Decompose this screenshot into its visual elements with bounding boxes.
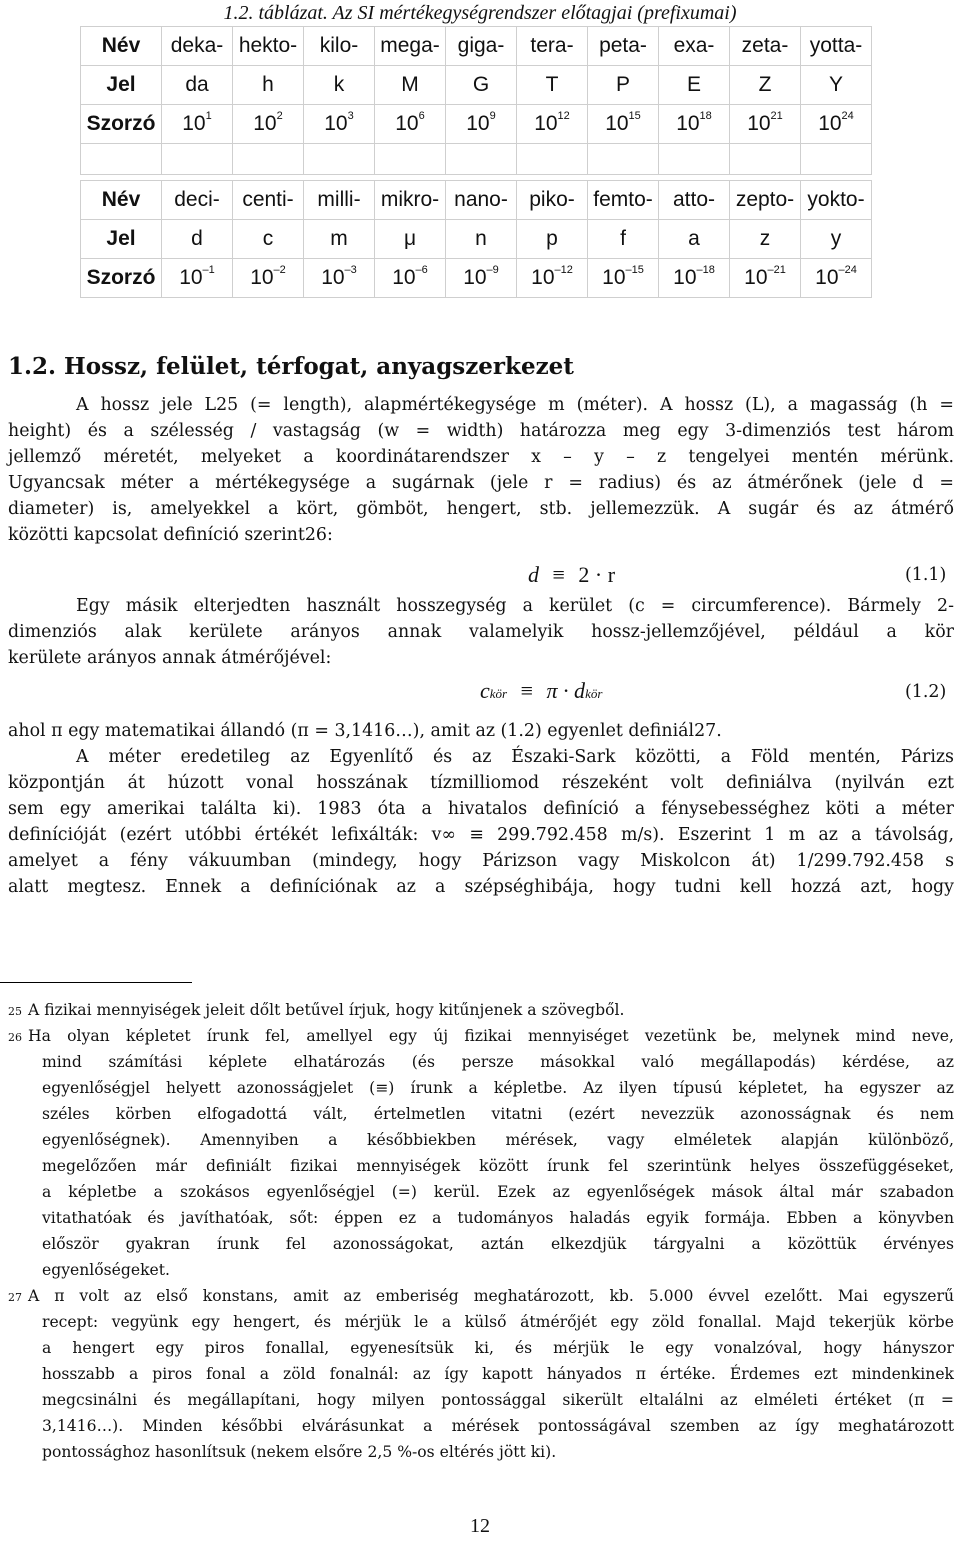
paragraph-pi xyxy=(8,718,954,744)
table-cell xyxy=(801,220,872,259)
exponent: 15 xyxy=(628,110,641,122)
cell-text: y xyxy=(830,227,842,250)
table-row xyxy=(81,181,872,220)
cell-text: 10 xyxy=(324,112,348,135)
exponent: –6 xyxy=(415,264,428,276)
row-header: Szorzó xyxy=(81,259,162,298)
cell-text: da xyxy=(185,73,209,96)
exponent: 1 xyxy=(205,110,212,122)
table-cell xyxy=(588,220,659,259)
text-line: Egy másik elterjedten használt hosszegység a kerület (c = circumference). Bármely 2- xyxy=(76,596,954,616)
eq2-lhs: c xyxy=(480,678,490,703)
text-line: központján át húzott vonal hosszának tízmilliomod részeként volt definiálva (nyilván ezt xyxy=(8,773,954,793)
footnote-line: pontossághoz hasonlítsuk (nekem elsőre 2,5 %-os eltérés jött ki). xyxy=(42,1443,557,1461)
cell-text: piko- xyxy=(529,188,575,211)
equation-1-1 xyxy=(528,562,615,588)
table-cell xyxy=(730,105,801,144)
text-line: Ugyancsak méter a mértékegysége a sugárnak (jele r = radius) és az átmérőnek (jele d = xyxy=(8,473,954,493)
cell-text: Z xyxy=(758,73,772,96)
footnote-line: hosszabb a piros fonal a zöld fonalnál: az így kapott hányados π értéke. Érdemes ezt mindenkinek xyxy=(42,1365,954,1383)
table-cell xyxy=(162,220,233,259)
footnote-line xyxy=(8,1023,954,1049)
cell-text: 10 xyxy=(744,266,768,289)
table-cell xyxy=(588,27,659,66)
cell-text: h xyxy=(262,73,274,96)
footnote-line: egyenlőségjel helyett azonosságjelet (≡) írunk a képletbe. Az ilyen típusú képletet, ha egyszer az xyxy=(42,1079,954,1097)
cell-text: 10 xyxy=(179,266,203,289)
cell-text: Y xyxy=(828,73,843,96)
table-cell xyxy=(801,181,872,220)
table-cell xyxy=(162,66,233,105)
cell-text: kilo- xyxy=(319,34,359,57)
cell-text: μ xyxy=(403,227,417,250)
table-cell xyxy=(446,105,517,144)
row-header: Jel xyxy=(81,220,162,259)
cell-text: peta- xyxy=(599,34,647,57)
text-line: definícióját (ezért utóbbi értékét lefixálták: v∞ ≡ 299.792.458 m/s). Eszerint 1 m az a távolság, xyxy=(8,825,954,845)
table-cell xyxy=(162,27,233,66)
table-cell xyxy=(659,27,730,66)
exponent: 24 xyxy=(841,110,854,122)
cell-text: 10 xyxy=(534,112,558,135)
cell-text: exa- xyxy=(673,34,715,57)
exponent: –18 xyxy=(696,264,715,276)
cell-text: 10 xyxy=(321,266,345,289)
table-cell xyxy=(730,66,801,105)
table-cell xyxy=(375,66,446,105)
text-line: dimenziós alak kerülete arányos annak valamelyik hossz-jellemzőjével, például a kör xyxy=(8,622,954,642)
cell-text: zeta- xyxy=(741,34,789,57)
table-cell xyxy=(517,105,588,144)
table-cell xyxy=(730,259,801,298)
footnote-line: először gyakran írunk fel azonosságokat, aztán elkezdjük tárgyalni a közöttük érvényes xyxy=(42,1235,954,1253)
table-cell xyxy=(588,181,659,220)
table-cell xyxy=(375,105,446,144)
cell-text: giga- xyxy=(457,34,505,57)
table-cell xyxy=(304,220,375,259)
text-line: alatt megtesz. Ennek a definíciónak az a szépséghibája, hogy tudni kell hozzá azt, hogy xyxy=(8,877,954,897)
eq1-rhs: 2 · r xyxy=(578,562,616,587)
cell-text: femto- xyxy=(593,188,653,211)
equation-1-1-number: (1.1) xyxy=(905,565,947,585)
page-number: 12 xyxy=(470,1515,490,1537)
row-header: Név xyxy=(81,27,162,66)
cell-text: 10 xyxy=(818,112,842,135)
table-cell xyxy=(801,66,872,105)
footnote-line: a képletbe a szokásos egyenlőségjel (=) kerül. Ezek az egyenlőségek mások által már szabadon xyxy=(42,1183,954,1201)
prefix-table-large xyxy=(80,26,872,175)
exponent: 3 xyxy=(347,110,354,122)
cell-text: d xyxy=(191,227,203,250)
cell-text: 10 xyxy=(466,112,490,135)
cell-text: centi- xyxy=(242,188,294,211)
table-cell xyxy=(304,66,375,105)
table-cell xyxy=(233,181,304,220)
cell-text: n xyxy=(475,227,487,250)
footnote-text: Ha olyan képletet írunk fel, amellyel egy új fizikai mennyiséget vezetünk be, melynek mind neve, xyxy=(28,1027,954,1045)
table-cell xyxy=(375,220,446,259)
table-row xyxy=(81,27,872,66)
cell-text: 10 xyxy=(602,266,626,289)
cell-text: 10 xyxy=(815,266,839,289)
table-cell xyxy=(517,27,588,66)
cell-text: f xyxy=(620,227,626,250)
cell-text: yotta- xyxy=(809,34,863,57)
text-line: A méter eredetileg az Egyenlítő és az Északi-Sark közötti, a Föld mentén, Párizs xyxy=(76,747,954,767)
table-cell xyxy=(517,259,588,298)
table-row xyxy=(81,220,872,259)
exponent: –3 xyxy=(344,264,357,276)
table-cell xyxy=(446,181,517,220)
exponent: 2 xyxy=(276,110,283,122)
cell-text: 10 xyxy=(605,112,629,135)
table-row xyxy=(81,259,872,298)
footnote-text: A fizikai mennyiségek jeleit dőlt betűvel írjuk, hogy kitűnjenek a szövegből. xyxy=(28,1001,625,1019)
table-cell xyxy=(446,27,517,66)
table-cell xyxy=(446,66,517,105)
footnote-line: egyenlőségnek). Amennyiben a későbbiekben mérések, vagy elméletek alapján különböző, xyxy=(42,1131,954,1149)
footnote-line: mind számítási képlete elhatározás (és persze másokkal való megállapodás) kérdése, az xyxy=(42,1053,954,1071)
eq1-op: ≡ xyxy=(552,562,565,587)
exponent: 6 xyxy=(418,110,425,122)
table-cell xyxy=(304,181,375,220)
cell-text: zepto- xyxy=(735,188,795,211)
prefix-table-small xyxy=(80,180,872,298)
exponent: 21 xyxy=(770,110,783,122)
exponent: –2 xyxy=(273,264,286,276)
table-cell xyxy=(517,181,588,220)
cell-text: 10 xyxy=(182,112,206,135)
row-header: Jel xyxy=(81,66,162,105)
footnote-separator xyxy=(0,982,192,983)
equation-1-2 xyxy=(480,678,602,704)
text-line: jellemző méretét, melyeket a koordinátarendszer x – y – z tengelyei mentén mérünk. xyxy=(8,447,954,467)
exponent: –24 xyxy=(838,264,857,276)
cell-text: 10 xyxy=(463,266,487,289)
footnote-line: a hengert egy piros fonallal, egyenesítsük ki, és mérjük le egy vonalzóval, hogy hányszor xyxy=(42,1339,954,1357)
table-spacer-row xyxy=(81,144,872,175)
cell-text: tera- xyxy=(530,34,574,57)
cell-text: z xyxy=(759,227,771,250)
cell-text: c xyxy=(262,227,274,250)
table-cell xyxy=(588,259,659,298)
table-cell xyxy=(375,27,446,66)
exponent: –12 xyxy=(554,264,573,276)
paragraph-length-definition xyxy=(8,392,954,548)
section-heading: 1.2. Hossz, felület, térfogat, anyagszerkezet xyxy=(8,353,574,380)
table-cell xyxy=(801,259,872,298)
footnote-line xyxy=(8,1283,954,1309)
cell-text: milli- xyxy=(317,188,361,211)
footnote-text: A π volt az első konstans, amit az emberiség meghatározott, kb. 5.000 évvel ezelőtt. Mai egyszerű xyxy=(28,1287,954,1305)
table-cell xyxy=(730,181,801,220)
table-cell xyxy=(659,66,730,105)
cell-text: a xyxy=(688,227,700,250)
table-cell xyxy=(588,66,659,105)
footnote-line: széles körben elfogadottá vált, értelmetlen vitatni (ezért nevezzük azonosságnak és nem xyxy=(42,1105,954,1123)
cell-text: G xyxy=(472,73,490,96)
cell-text: p xyxy=(546,227,558,250)
cell-text: nano- xyxy=(454,188,508,211)
cell-text: deka- xyxy=(170,34,224,57)
cell-text: 10 xyxy=(250,266,274,289)
text-line: kerülete arányos annak átmérőjével: xyxy=(8,648,332,668)
table-cell xyxy=(375,181,446,220)
table-cell xyxy=(233,27,304,66)
exponent: –1 xyxy=(202,264,215,276)
row-header: Név xyxy=(81,181,162,220)
table-cell xyxy=(659,181,730,220)
exponent: 12 xyxy=(557,110,570,122)
table-cell xyxy=(233,220,304,259)
table-cell xyxy=(588,105,659,144)
cell-text: 10 xyxy=(392,266,416,289)
cell-text: T xyxy=(545,73,559,96)
text-line: diameter) is, amelyekkel a kört, gömböt, hengert, stb. jellemezzük. A sugár és az átmérő xyxy=(8,499,954,519)
cell-text: deci- xyxy=(174,188,220,211)
table-cell xyxy=(304,259,375,298)
paragraph-circumference xyxy=(8,593,954,671)
table-cell xyxy=(162,181,233,220)
table-cell xyxy=(801,27,872,66)
footnote-number: 26 xyxy=(8,1031,22,1044)
eq2-op: ≡ xyxy=(520,678,534,703)
footnote-number: 27 xyxy=(8,1291,22,1304)
cell-text: 10 xyxy=(676,112,700,135)
cell-text: P xyxy=(615,73,630,96)
cell-text: E xyxy=(686,73,701,96)
table-cell xyxy=(730,220,801,259)
table-cell xyxy=(446,259,517,298)
cell-text: M xyxy=(401,73,419,96)
text-line: height) és a szélesség / vastagság (w = width) határozza meg egy 3-dimenziós test három xyxy=(8,421,954,441)
footnote-line: egyenlőségeket. xyxy=(42,1261,171,1279)
footnote-line: recept: vegyünk egy hengert, és mérjük le a külső átmérőjét egy zöld fonallal. Majd tekerjük körbe xyxy=(42,1313,954,1331)
table-caption: 1.2. táblázat. Az SI mértékegységrendszer előtagjai (prefixumai) xyxy=(223,2,737,24)
table-cell xyxy=(730,27,801,66)
table-cell xyxy=(162,259,233,298)
exponent: –9 xyxy=(486,264,499,276)
footnote-line: megelőzően már definiált fizikai mennyiségek között írunk fel szerintünk helyes összefüggéseket, xyxy=(42,1157,954,1175)
paragraph-meter-history xyxy=(8,744,954,900)
table-cell xyxy=(659,105,730,144)
text-line: ahol π egy matematikai állandó (π = 3,1416…), amit az (1.2) egyenlet definiál27. xyxy=(8,721,722,741)
eq1-lhs: d xyxy=(528,562,539,587)
footnote-line: megcsinálni és megállapítani, hogy milyen pontossággal sikerült eltalálni az elméleti értéket (π = xyxy=(42,1391,954,1409)
footnote-line: 3,1416…). Minden későbbi elvárásunkat a mérések pontosságával szemben az így meghatározott xyxy=(42,1417,954,1435)
text-line: közötti kapcsolat definíció szerint26: xyxy=(8,525,333,545)
eq2-mid: π · d xyxy=(546,678,586,703)
table-cell xyxy=(233,66,304,105)
table-cell xyxy=(659,259,730,298)
footnote-line: vitathatóak és javíthatóak, sőt: éppen ez a tudományos haladás egyik formája. Ebben a könyvben xyxy=(42,1209,954,1227)
text-line: sem egy amerikai találta ki). 1983 óta a hivatalos definíció a fénysebességhez köti a méter xyxy=(8,799,954,819)
cell-text: yokto- xyxy=(807,188,865,211)
footnotes xyxy=(8,997,954,1465)
cell-text: atto- xyxy=(672,188,716,211)
table-cell xyxy=(375,259,446,298)
cell-text: hekto- xyxy=(238,34,298,57)
text-line: amelyet a fény vákuumban (mindegy, hogy Párizson vagy Miskolcon át) 1/299.792.458 s xyxy=(8,851,954,871)
table-cell xyxy=(304,105,375,144)
table-row xyxy=(81,105,872,144)
exponent: –21 xyxy=(767,264,786,276)
cell-text: m xyxy=(330,227,348,250)
cell-text: 10 xyxy=(395,112,419,135)
table-cell xyxy=(233,105,304,144)
table-cell xyxy=(304,27,375,66)
table-cell xyxy=(233,259,304,298)
row-header: Szorzó xyxy=(81,105,162,144)
footnote-line xyxy=(8,997,954,1023)
cell-text: 10 xyxy=(747,112,771,135)
eq2-lhs-sub: kör xyxy=(489,686,508,701)
cell-text: mega- xyxy=(380,34,440,57)
text-line: A hossz jele L25 (= length), alapmértékegysége m (méter). A hossz (L), a magasság (h = xyxy=(76,395,954,415)
table-cell xyxy=(517,66,588,105)
table-cell xyxy=(162,105,233,144)
cell-text: 10 xyxy=(673,266,697,289)
cell-text: mikro- xyxy=(380,188,440,211)
table-cell xyxy=(517,220,588,259)
exponent: 9 xyxy=(489,110,496,122)
cell-text: 10 xyxy=(531,266,555,289)
table-cell xyxy=(801,105,872,144)
table-cell xyxy=(659,220,730,259)
cell-text: k xyxy=(333,73,345,96)
cell-text: 10 xyxy=(253,112,277,135)
exponent: 18 xyxy=(699,110,712,122)
footnote-number: 25 xyxy=(8,1005,22,1018)
exponent: –15 xyxy=(625,264,644,276)
table-row xyxy=(81,66,872,105)
equation-1-2-number: (1.2) xyxy=(905,682,947,702)
eq2-rhs-sub: kör xyxy=(585,686,603,701)
table-cell xyxy=(446,220,517,259)
